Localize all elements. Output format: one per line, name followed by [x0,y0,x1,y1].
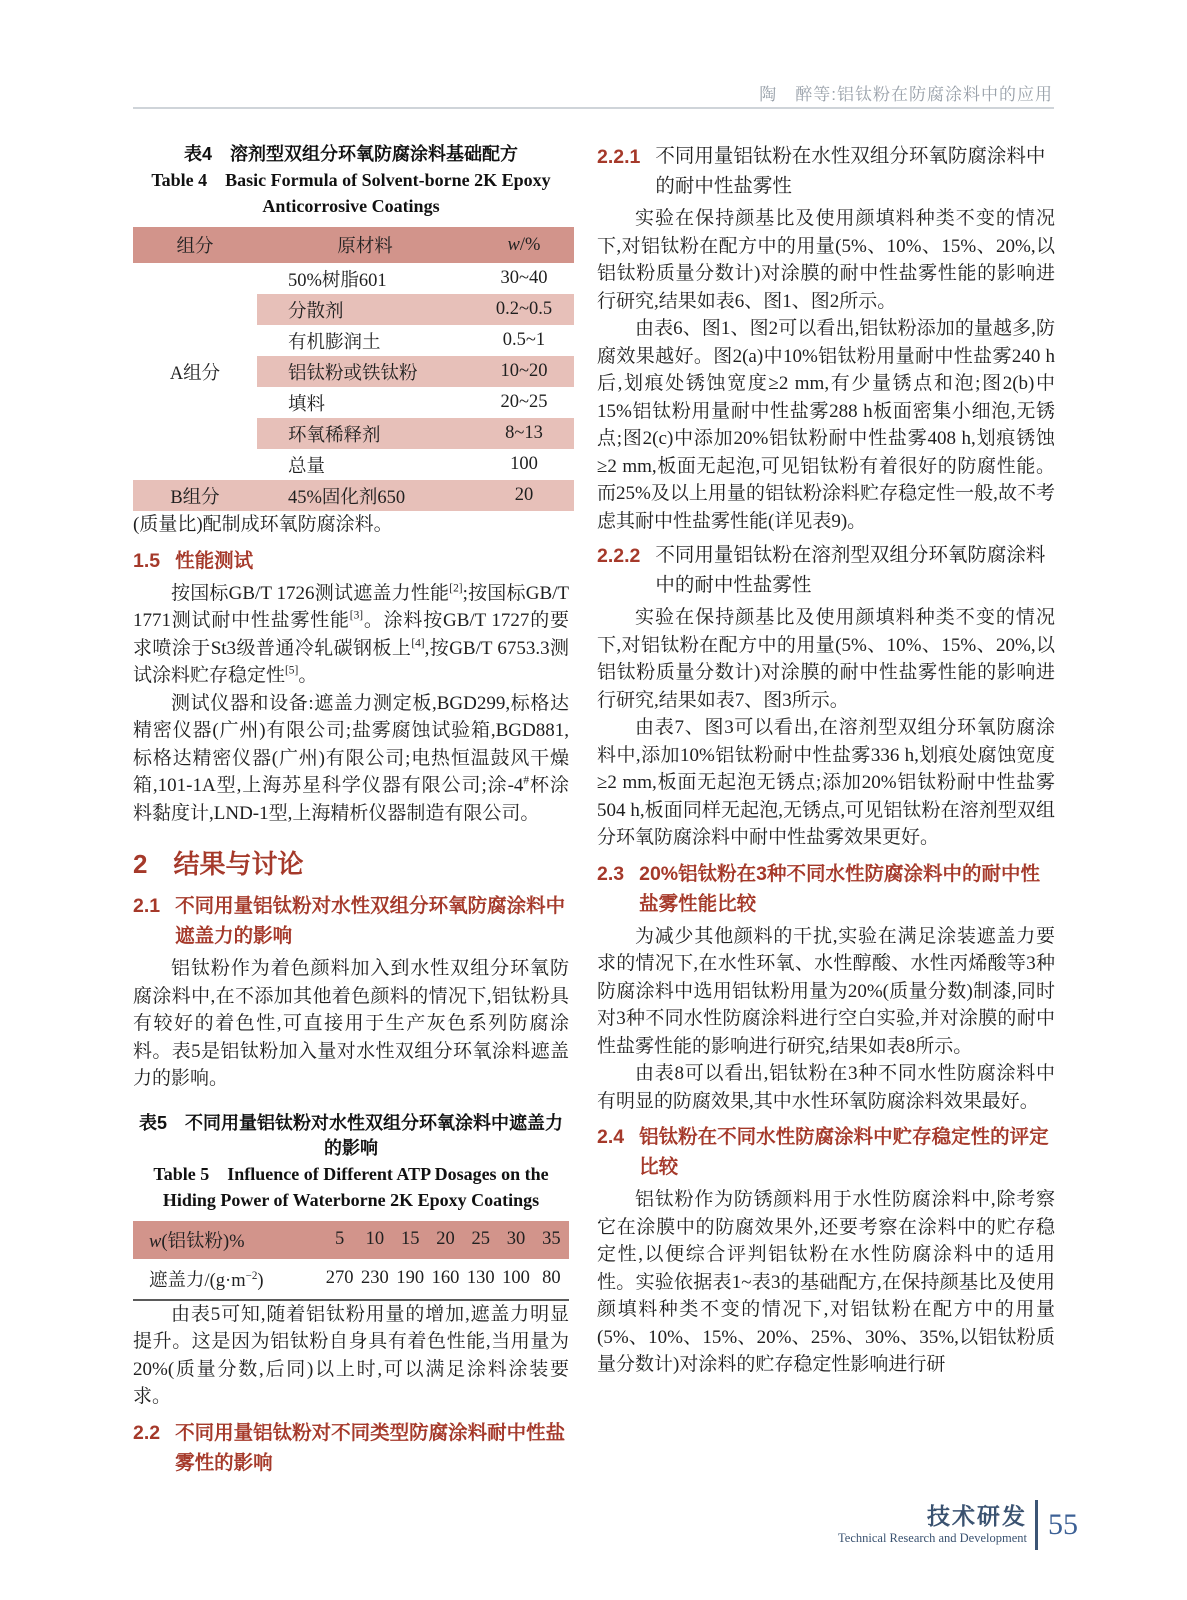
table-cell-material: 有机膨润土 [288,332,381,353]
paragraph-2-3-b: 由表8可以看出,铝钛粉在3种不同水性防腐涂料中有明显的防腐效果,其中水性环氧防腐涂料效果最好。 [597,1063,1055,1112]
heading-number: 2.2 [133,1421,161,1444]
superscript-exponent: −2 [245,1269,258,1282]
heading-1-5 [133,546,569,576]
table-cell-dosage: 5 [322,1221,357,1259]
table-cell-w: 8~13 [474,418,574,449]
heading-2-1 [133,891,569,951]
table-cell-w: 10~20 [474,356,574,387]
table-cell-material: 总量 [288,456,326,477]
table4-caption-en-line2: Anticorrosive Coatings [262,196,440,216]
table4-header-row [133,227,574,263]
paragraph-table5-discussion: 由表5可知,随着铝钛粉用量的增加,遮盖力明显提升。这是因为铝钛粉自身具有着色性能,当用量为20%(质量分数,后同)以上时,可以满足涂料涂装要求。 [133,1303,569,1407]
footer-section-cn: 技术研发 [927,1503,1027,1529]
table4-caption [133,142,569,219]
table-cell-dosage: 20 [428,1221,463,1259]
table-cell-hiding: 100 [498,1259,533,1300]
page-number: 55 [1048,1508,1078,1541]
table-cell-dosage: 10 [357,1221,392,1259]
paragraph-continuation: (质量比)配制成环氧防腐涂料。 [133,514,393,535]
heading-number: 1.5 [133,549,161,572]
two-column-layout [133,142,1055,1482]
table5-caption-en: Table 5 Influence of Different ATP Dosages on the Hiding Power of Waterborne 2K Epoxy Coatings [153,1163,549,1210]
table-cell-material: 50%树脂601 [288,270,387,291]
footer-divider [1035,1500,1038,1550]
table4-group-b-label: B组分 [133,480,257,511]
heading-number: 2.3 [597,862,625,885]
heading-number: 2.4 [597,1126,625,1148]
table-cell-hiding: 130 [463,1259,498,1300]
table5-hiding-label: 遮盖力$/(g\cdot m^{-2})$ [133,1259,322,1300]
table4-header-component: 组分 [133,227,257,263]
table-row [133,480,574,511]
heading-title: 不同用量铝钛粉在水性双组分环氧防腐涂料中的耐中性盐雾性 [655,146,1046,197]
heading-title: 结果与讨论 [173,849,304,879]
heading-2-3 [597,859,1055,919]
paragraph-2-4: 铝钛粉作为防锈颜料用于水性防腐涂料中,除考察它在涂膜中的防腐效果外,还要考察在涂料中的贮存稳定性,以便综合评判铝钛粉在水性防腐涂料中的适用性。实验依据表1~表3的基础配方,在保持颜基比及使用颜填料种类不变的情况下,对铝钛粉在配方中的用量(5%、10%、15%、20%、25%、30%、35%,以铝钛粉质量分数计)对涂料的贮存稳定性影响进行研 [597,1189,1055,1375]
header-rule [133,107,1054,109]
table-cell-dosage: 25 [463,1221,498,1259]
table-cell-w: 20~25 [500,392,548,412]
table4-caption-cn: 表4 溶剂型双组分环氧防腐涂料基础配方 [183,144,518,164]
heading-2-2 [133,1418,569,1478]
table-cell-hiding: 190 [393,1259,428,1300]
heading-number: 2.2.2 [597,545,641,567]
heading-title: 不同用量铝钛粉在溶剂型双组分环氧防腐涂料中的耐中性盐雾性 [655,545,1046,596]
citation-ref: [2] [449,582,463,595]
paragraph-2-2-1-b: 由表6、图1、图2可以看出,铝钛粉添加的量越多,防腐效果越好。图2(a)中10%铝钛粉用量耐中性盐雾240 h后,划痕处锈蚀宽度≥2 mm,有少量锈点和泡;图2(b)中15%铝钛粉用量耐中性盐雾288 h板面密集小细泡,无锈点;图2(c)中添加20%铝钛粉耐中性盐雾408 h,划痕锈蚀≥2 mm,板面无起泡,可见铝钛粉有着很好的防腐性能。而25%及以上用量的铝钛粉涂料贮存稳定性一般,故不考虑其耐中性盐雾性能(详见表9)。 [597,318,1055,532]
table-cell-hiding: 270 [322,1259,357,1300]
paragraph-2-3-a: 为减少其他颜料的干扰,实验在满足涂装遮盖力要求的情况下,在水性环氧、水性醇酸、水性丙烯酸等3种防腐涂料中选用铝钛粉用量为20%(质量分数)制漆,同时对3种不同水性防腐涂料进行空白实验,并对涂膜的耐中性盐雾性能的影响进行研究,结果如表8所示。 [597,925,1055,1057]
heading-2-2-1 [597,142,1055,202]
table4 [133,227,574,511]
table-cell-hiding: 160 [428,1259,463,1300]
paragraph-instruments: 测试仪器和设备:遮盖力测定板,BGD299,标格达精密仪器(广州)有限公司;盐雾腐蚀试验箱,BGD881,标格达精密仪器(广州)有限公司;电热恒温鼓风干燥箱,101-1A型,上海苏星科学仪器有限公司;涂-4#杯涂料黏度计,LND-1型,上海精析仪器制造有限公司。 [133,692,569,824]
paragraph-test-standards: 按国标GB/T 1726测试遮盖力性能[2];按国标GB/T 1771测试耐中性盐雾性能[3]。涂料按GB/T 1727的要求喷涂于St3级普通冷轧碳钢板上[4],按GB/T 6753.3测试涂料贮存稳定性[5]。 [133,582,569,686]
table5 [133,1221,569,1301]
table-cell-w: 20 [474,480,574,511]
table-cell-w: 0.5~1 [502,330,546,350]
table-cell-material: 45%固化剂650 [257,480,474,511]
table-cell-hiding: 230 [357,1259,392,1300]
table5-caption-cn: 表5 不同用量铝钛粉对水性双组分环氧涂料中遮盖力的影响 [138,1112,563,1158]
heading-2 [133,847,569,881]
heading-2-4 [597,1122,1055,1182]
table5-dosage-label: w(铝钛粉)% [133,1221,322,1259]
heading-title: 铝钛粉在不同水性防腐涂料中贮存稳定性的评定比较 [639,1126,1049,1178]
table4-header-w: w/% [474,227,574,263]
superscript-hash: # [523,774,530,787]
running-title: 陶 醉等:铝钛粉在防腐涂料中的应用 [759,85,1053,104]
heading-title: 不同用量铝钛粉对不同类型防腐涂料耐中性盐雾性的影响 [175,1421,566,1474]
table-cell-dosage: 30 [498,1221,533,1259]
left-column [133,142,569,1482]
right-column [597,142,1055,1482]
paragraph-2-2-2-a: 实验在保持颜基比及使用颜填料种类不变的情况下,对铝钛粉在配方中的用量(5%、10%、15%、20%,以铝钛粉质量分数计)对涂膜的耐中性盐雾性能的影响进行研究,结果如表7、图3所示。 [597,607,1055,711]
heading-number: 2.1 [133,895,161,917]
table4-header-material: 原材料 [257,227,474,263]
table5-header-row [133,1221,569,1259]
table-cell-material: 铝钛粉或铁钛粉 [257,356,474,387]
heading-title: 不同用量铝钛粉对水性双组分环氧防腐涂料中遮盖力的影响 [175,895,566,947]
table-cell-dosage: 15 [393,1221,428,1259]
table4-group-a-label: A组分 [169,363,221,384]
table-cell-material: 分散剂 [257,294,474,325]
paragraph-2-2-1-a: 实验在保持颜基比及使用颜填料种类不变的情况下,对铝钛粉在配方中的用量(5%、10%、15%、20%,以铝钛粉质量分数计)对涂膜的耐中性盐雾性能的影响进行研究,结果如表6、图1、图2所示。 [597,208,1055,312]
table4-caption-en-line1: Table 4 Basic Formula of Solvent-borne 2K Epoxy [151,170,551,190]
heading-number: 2 [133,849,148,879]
heading-number: 2.2.1 [597,146,641,168]
paragraph-2-1: 铝钛粉作为着色颜料加入到水性双组分环氧防腐涂料中,在不添加其他着色颜料的情况下,铝钛粉具有较好的着色性,可直接用于生产灰色系列防腐涂料。表5是铝钛粉加入量对水性双组分环氧涂料遮盖力的影响。 [133,958,569,1089]
paragraph-2-2-2-b: 由表7、图3可以看出,在溶剂型双组分环氧防腐涂料中,添加10%铝钛粉耐中性盐雾336 h,划痕处腐蚀宽度≥2 mm,板面无起泡无锈点;添加20%铝钛粉耐中性盐雾504 h,板面同样无起泡,无锈点,可见铝钛粉在溶剂型双组分环氧防腐涂料中耐中性盐雾效果更好。 [597,717,1055,848]
page-footer [838,1500,1078,1550]
table-cell-material: 填料 [288,394,326,415]
table-row [133,263,574,294]
table5-caption [133,1111,569,1213]
heading-2-2-2 [597,541,1055,601]
table-cell-dosage: 35 [534,1221,569,1259]
table-cell-w: 30~40 [500,268,548,288]
heading-title: 性能测试 [175,549,254,572]
footer-section-labels [838,1503,1027,1547]
citation-ref: [4] [411,637,425,650]
table-cell-w: 0.2~0.5 [474,294,574,325]
citation-ref: [5] [285,664,299,677]
footer-section-en: Technical Research and Development [838,1531,1027,1545]
heading-title: 20%铝钛粉在3种不同水性防腐涂料中的耐中性盐雾性能比较 [639,862,1040,915]
citation-ref: [3] [349,609,364,622]
table-cell-hiding: 80 [534,1259,569,1300]
table-cell-material: 环氧稀释剂 [257,418,474,449]
table-cell-w: 100 [510,454,538,474]
table5-data-row [133,1259,569,1300]
